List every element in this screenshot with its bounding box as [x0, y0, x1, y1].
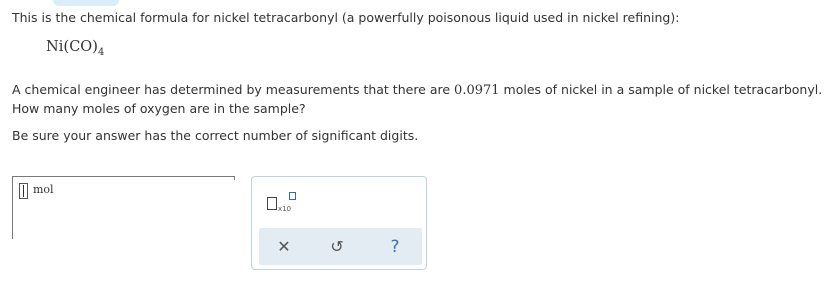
formula-open-paren: ( — [63, 37, 70, 55]
chemical-formula — [46, 37, 104, 58]
action-bar — [259, 228, 422, 265]
help-button[interactable] — [375, 228, 415, 265]
answer-unit: mol — [33, 183, 54, 196]
base-box-icon — [267, 197, 277, 210]
measurement-prefix: A chemical engineer has determined by measurements that there are — [12, 82, 455, 97]
formula-element: Ni — [46, 39, 64, 55]
help-icon: ? — [390, 236, 400, 257]
sigfig-note: Be sure your answer has the correct number of significant digits. — [12, 128, 419, 143]
close-icon: ✕ — [277, 237, 291, 256]
undo-button[interactable] — [317, 228, 357, 265]
question-ask: How many moles of oxygen are in the sample? — [12, 101, 306, 116]
exponent-box-icon — [289, 192, 296, 200]
undo-icon: ↺ — [330, 237, 344, 256]
answer-box[interactable] — [12, 176, 235, 239]
scientific-notation-button[interactable] — [267, 192, 303, 216]
top-tab-decoration — [53, 0, 119, 6]
measurement-value: 0.0971 — [454, 83, 500, 98]
x10-label: x10 — [278, 205, 292, 213]
answer-input[interactable] — [19, 183, 28, 199]
formula-subscript: 4 — [98, 47, 105, 58]
clear-button[interactable] — [264, 228, 304, 265]
measurement-suffix: moles of nickel in a sample of nickel tetracarbonyl. — [499, 82, 823, 97]
formula-group: CO — [69, 39, 93, 55]
text-cursor — [23, 185, 24, 197]
measurement-sentence — [12, 82, 822, 98]
math-tool-panel — [251, 176, 427, 270]
question-intro: This is the chemical formula for nickel tetracarbonyl (a powerfully poisonous liquid used in nickel refining): — [12, 10, 680, 25]
formula-close-paren: ) — [92, 37, 99, 55]
